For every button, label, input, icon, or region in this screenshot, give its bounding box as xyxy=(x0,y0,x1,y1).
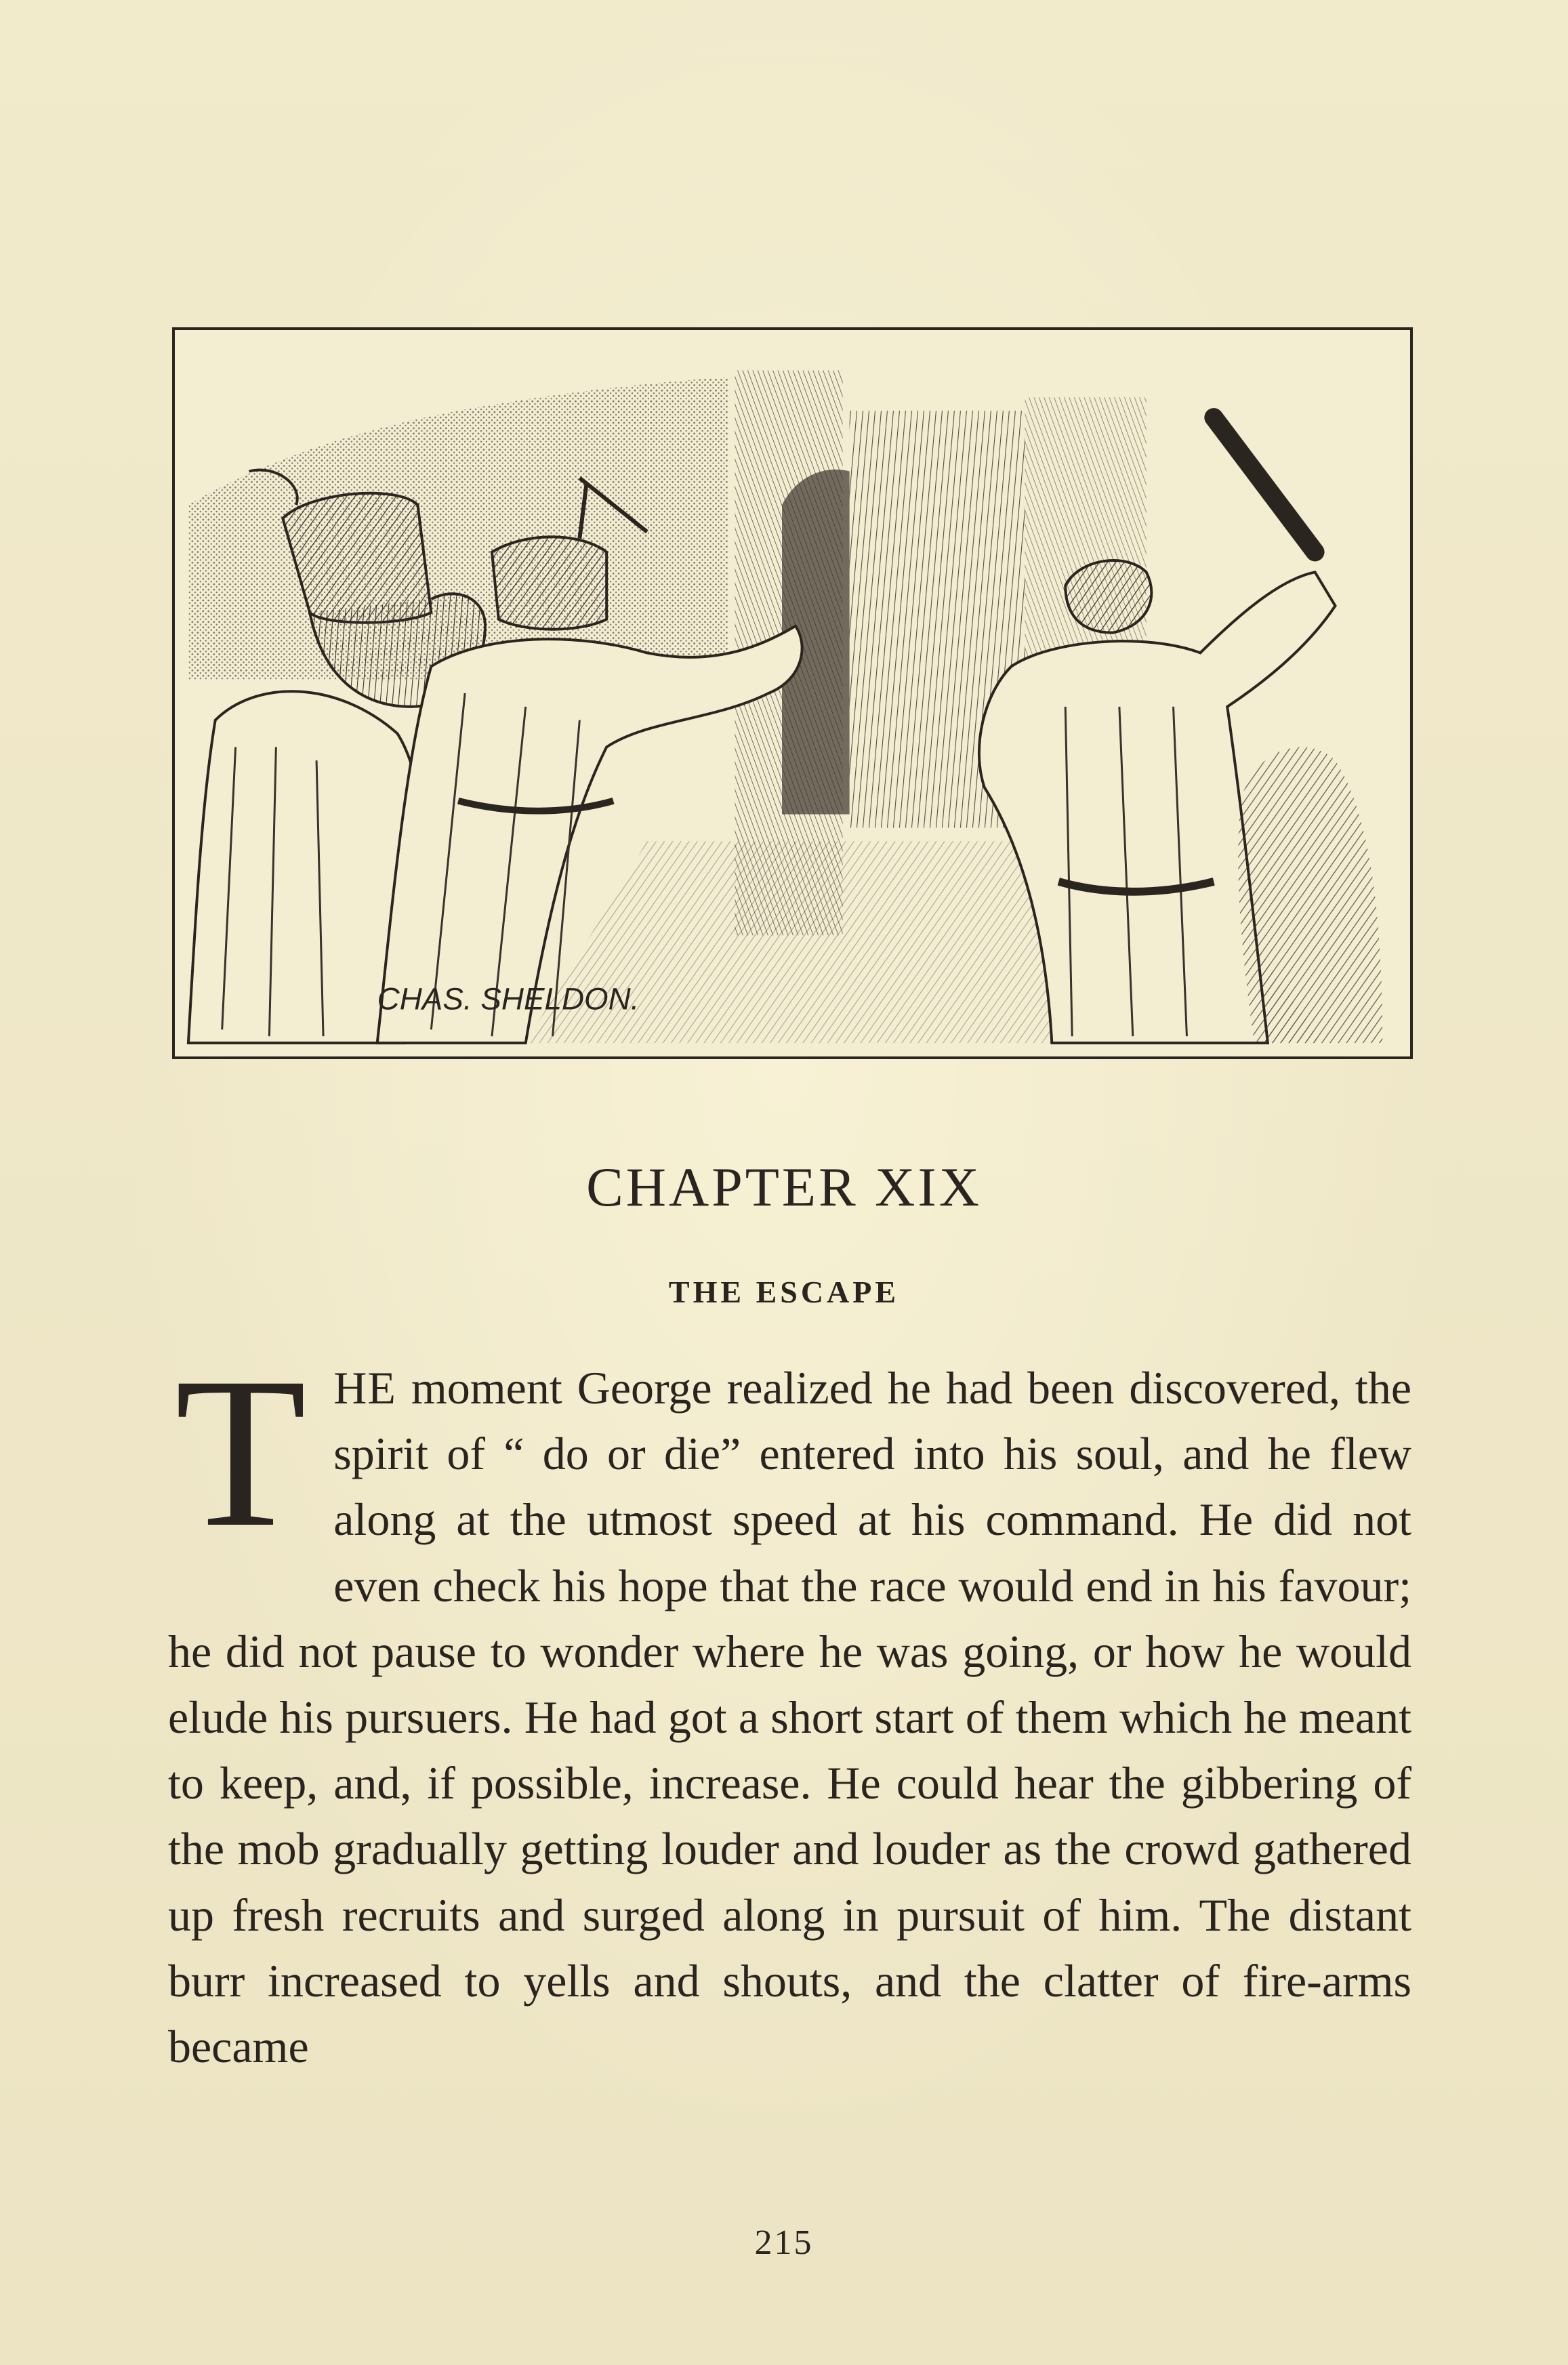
street-chase-drawing xyxy=(175,330,1410,1056)
chapter-subtitle: THE ESCAPE xyxy=(668,1275,900,1309)
drop-cap: T xyxy=(175,1333,307,1571)
chapter-illustration xyxy=(172,327,1413,1059)
artist-signature: CHAS. SHELDON. xyxy=(377,981,640,1016)
body-paragraph xyxy=(168,1333,1411,2080)
lead-caps: HE xyxy=(333,1362,396,1414)
body-text: moment George realized he had been discovered, the spirit of “ do or die” entered into his soul, and he flew along at the utmost speed at his command. He did not even check his hope that the race would end in his favour; he did not pause to wonder where he was going, or how he would elude his pursuers. He had got a short start of them which he meant to keep, and, if possible, increase. He could hear the gibbering of the mob gradually getting louder and louder as the crowd gathered up fresh recruits and surged along in pursuit of him. The distant burr increased to yells and shouts, and the clatter of fire-arms became xyxy=(168,1362,1411,2073)
chapter-title: CHAPTER XIX xyxy=(586,1156,982,1218)
page-number: 215 xyxy=(754,2223,814,2262)
